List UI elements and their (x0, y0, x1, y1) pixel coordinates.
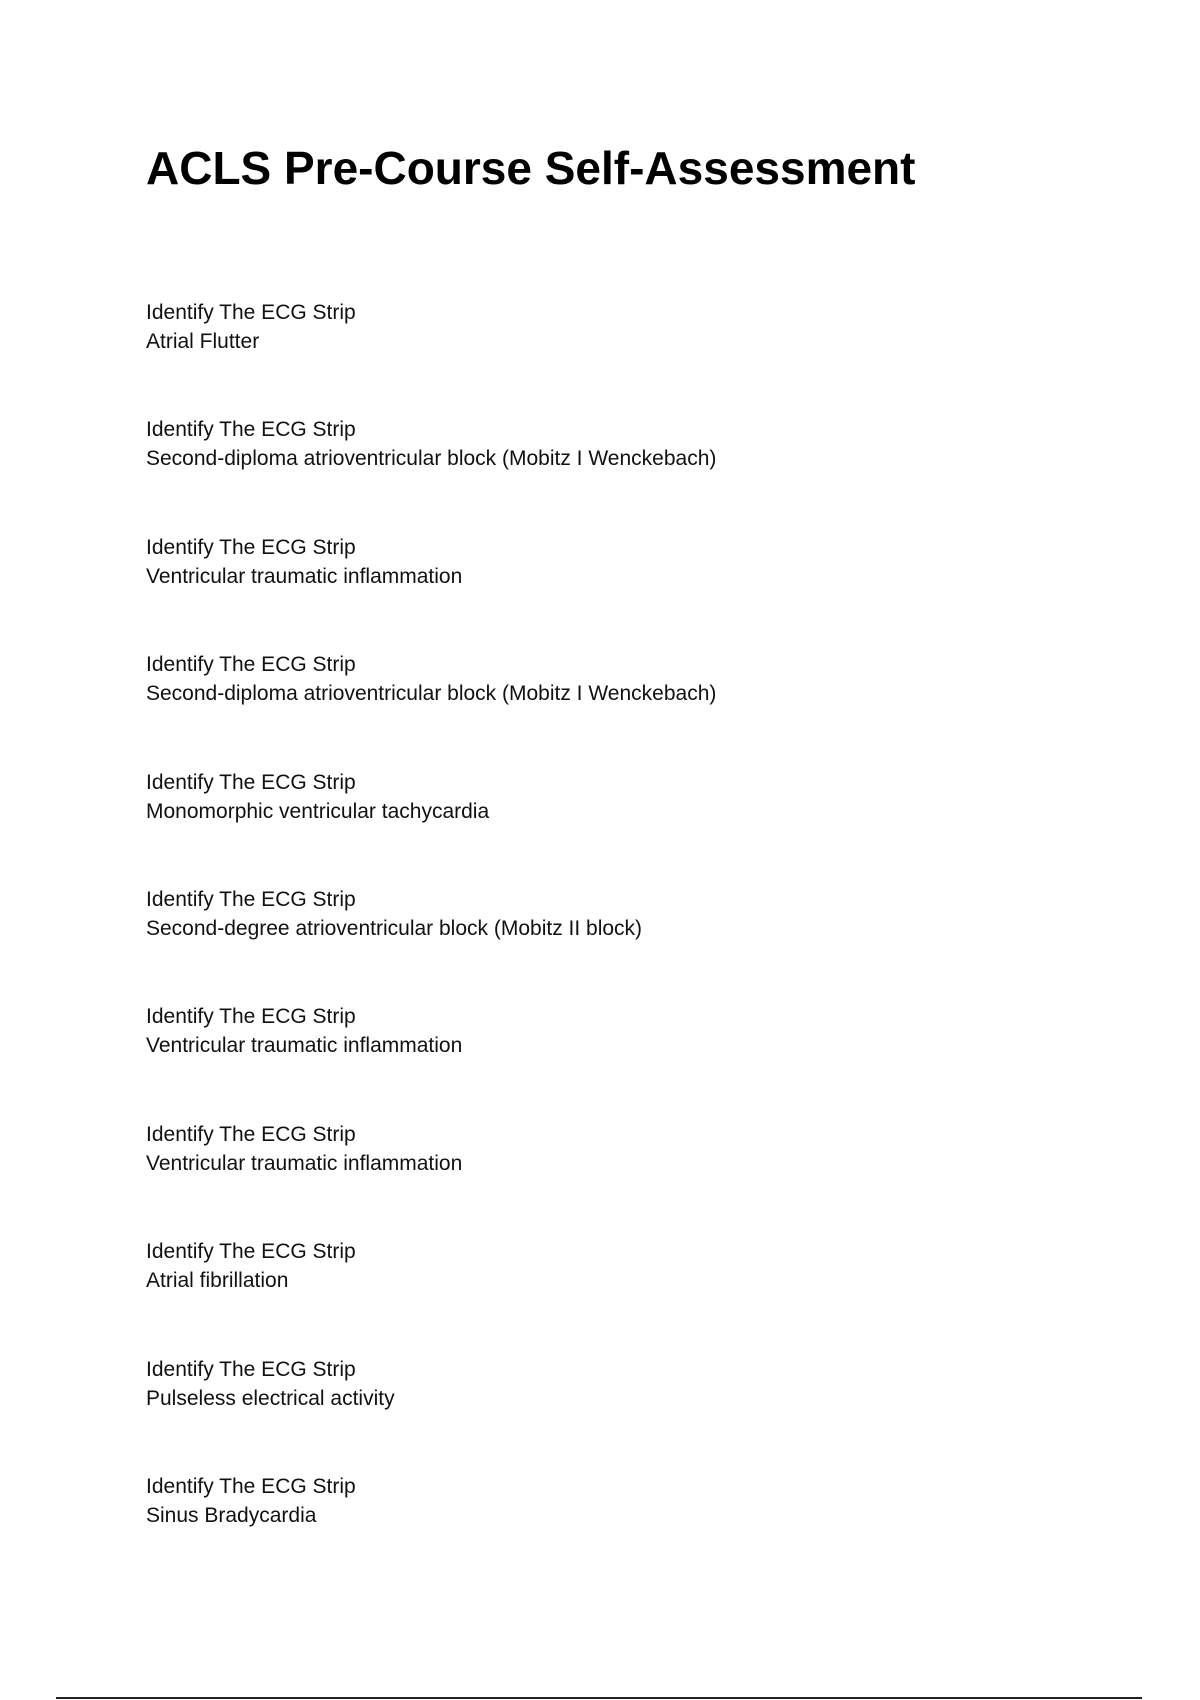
qa-item (146, 1002, 1146, 1119)
qa-item (146, 1237, 1146, 1354)
qa-question: Identify The ECG Strip (146, 418, 356, 442)
qa-list (146, 298, 1146, 1589)
footer-divider (56, 1697, 1142, 1699)
qa-item (146, 768, 1146, 885)
qa-question: Identify The ECG Strip (146, 1005, 356, 1029)
qa-answer: Second-diploma atrioventricular block (Mobitz I Wenckebach) (146, 447, 717, 471)
qa-question: Identify The ECG Strip (146, 770, 356, 794)
qa-question: Identify The ECG Strip (146, 1474, 356, 1498)
qa-answer: Atrial fibrillation (146, 1269, 289, 1293)
qa-answer: Monomorphic ventricular tachycardia (146, 799, 490, 823)
qa-question: Identify The ECG Strip (146, 1240, 356, 1264)
qa-answer: Ventricular traumatic inflammation (146, 564, 463, 588)
qa-item (146, 885, 1146, 1002)
qa-answer: Sinus Bradycardia (146, 1503, 317, 1527)
qa-answer: Pulseless electrical activity (146, 1386, 395, 1410)
qa-answer: Ventricular traumatic inflammation (146, 1034, 463, 1058)
qa-question: Identify The ECG Strip (146, 301, 356, 324)
qa-question: Identify The ECG Strip (146, 887, 356, 911)
qa-item (146, 650, 1146, 767)
qa-question: Identify The ECG Strip (146, 653, 356, 677)
page-title: ACLS Pre-Course Self-Assessment (146, 142, 916, 194)
qa-item (146, 533, 1146, 650)
qa-item (146, 415, 1146, 532)
qa-answer: Atrial Flutter (146, 330, 260, 353)
qa-answer: Ventricular traumatic inflammation (146, 1151, 463, 1175)
qa-item (146, 1120, 1146, 1237)
qa-answer: Second-degree atrioventricular block (Mobitz II block) (146, 916, 643, 940)
qa-item (146, 1355, 1146, 1472)
qa-item (146, 298, 1146, 415)
qa-question: Identify The ECG Strip (146, 1357, 356, 1381)
qa-question: Identify The ECG Strip (146, 535, 356, 559)
qa-answer: Second-diploma atrioventricular block (Mobitz I Wenckebach) (146, 682, 717, 706)
qa-question: Identify The ECG Strip (146, 1122, 356, 1146)
qa-item (146, 1472, 1146, 1589)
